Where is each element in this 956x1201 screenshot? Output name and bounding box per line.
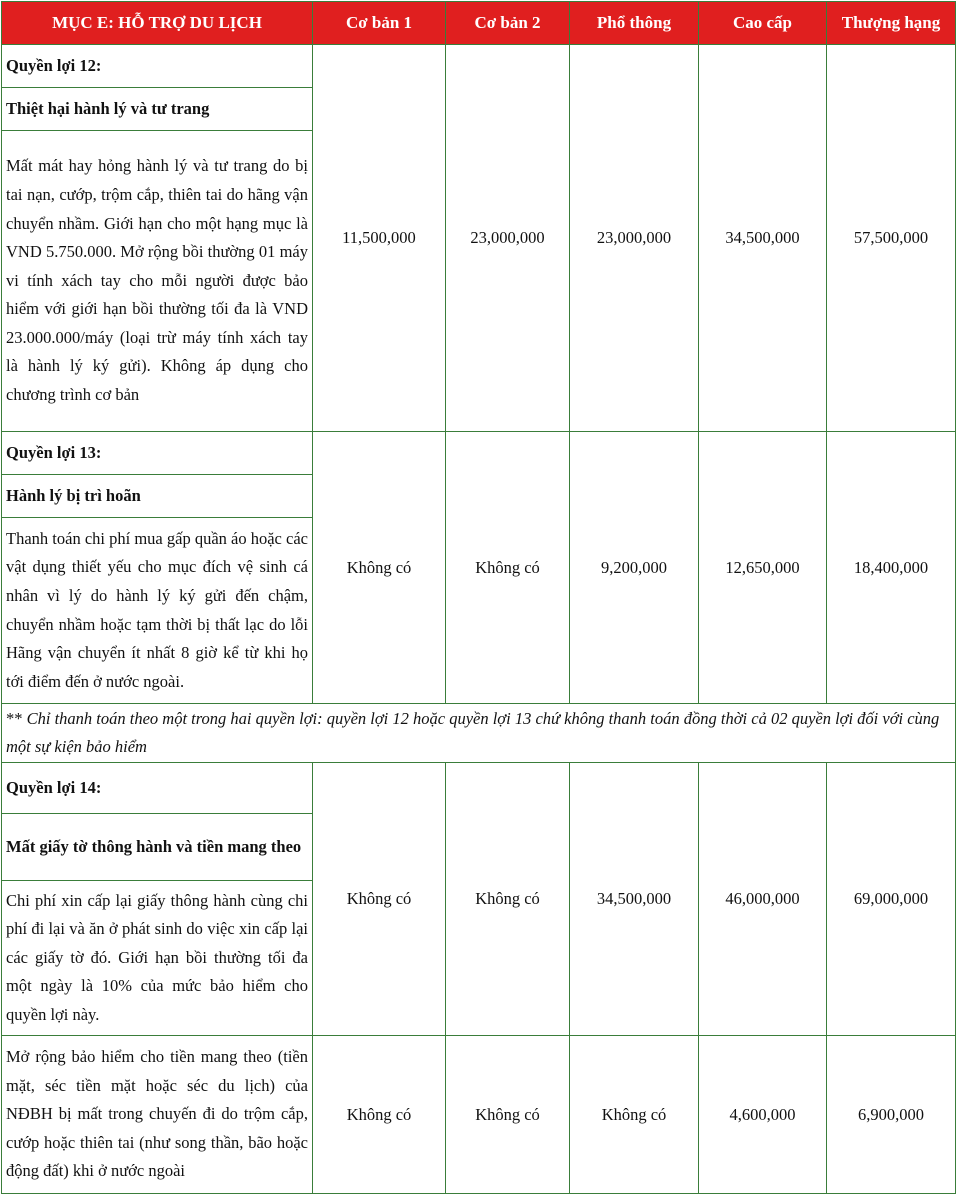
benefit-12-value-elite: 57,500,000 (827, 45, 956, 432)
benefit-14-extension-value-elite: 6,900,000 (827, 1036, 956, 1194)
benefit-14-extension-value-basic-2: Không có (446, 1036, 570, 1194)
plan-header-standard: Phổ thông (570, 2, 699, 45)
benefit-14-value-basic-2: Không có (446, 763, 570, 1036)
benefit-14-value-standard: 34,500,000 (570, 763, 699, 1036)
benefit-14-value-elite: 69,000,000 (827, 763, 956, 1036)
benefit-14-number-row (2, 763, 956, 814)
benefit-14-description: Chi phí xin cấp lại giấy thông hành cùng chi phí đi lại và ăn ở phát sinh do việc xin cấp lại các giấy tờ đó. Giới hạn bồi thường tối đa một ngày là 10% của mức bảo hiểm cho quyền lợi này. (2, 881, 313, 1036)
exclusivity-note (2, 704, 956, 763)
section-title: MỤC E: HỖ TRỢ DU LỊCH (2, 2, 313, 45)
benefit-13-value-elite: 18,400,000 (827, 432, 956, 704)
note-text: Chỉ thanh toán theo một trong hai quyền lợi: quyền lợi 12 hoặc quyền lợi 13 chứ không thanh toán đồng thời cả 02 quyền lợi đối với cùng một sự kiện bảo hiểm (6, 708, 940, 756)
benefit-14-extension-value-standard: Không có (570, 1036, 699, 1194)
benefit-14-extension-value-premium: 4,600,000 (699, 1036, 827, 1194)
benefit-13-value-premium: 12,650,000 (699, 432, 827, 704)
plan-header-elite: Thượng hạng (827, 2, 956, 45)
benefit-13-number-row (2, 432, 956, 475)
benefit-14-title: Mất giấy tờ thông hành và tiền mang theo (2, 814, 313, 881)
benefit-13-value-basic-2: Không có (446, 432, 570, 704)
benefit-14-extension-row (2, 1036, 956, 1194)
benefit-13-description: Thanh toán chi phí mua gấp quần áo hoặc các vật dụng thiết yếu cho mục đích vệ sinh cá nhân vì lý do hành lý ký gửi đến chậm, chuyển nhầm hoặc tạm thời bị thất lạc do lỗi Hãng vận chuyển ít nhất 8 giờ kể từ khi họ tới điểm đến ở nước ngoài. (2, 518, 313, 704)
benefit-14-extension-value-basic-1: Không có (313, 1036, 446, 1194)
benefit-12-description: Mất mát hay hỏng hành lý và tư trang do bị tai nạn, cướp, trộm cắp, thiên tai do hãng vận chuyển nhầm. Giới hạn cho một hạng mục là VND 5.750.000. Mở rộng bồi thường 01 máy vi tính xách tay cho mỗi người được bảo hiểm với giới hạn bồi thường tối đa là VND 23.000.000/máy (loại trừ máy tính xách tay là hành lý ký gửi). Không áp dụng cho chương trình cơ bản (2, 131, 313, 432)
benefit-12-value-premium: 34,500,000 (699, 45, 827, 432)
benefit-12-title: Thiệt hại hành lý và tư trang (2, 88, 313, 131)
benefit-13-number: Quyền lợi 13: (2, 432, 313, 475)
benefit-12-value-basic-1: 11,500,000 (313, 45, 446, 432)
note-prefix: ** (6, 708, 23, 728)
benefit-12-number: Quyền lợi 12: (2, 45, 313, 88)
benefit-12-value-basic-2: 23,000,000 (446, 45, 570, 432)
note-row (2, 704, 956, 763)
plan-header-basic-2: Cơ bản 2 (446, 2, 570, 45)
benefit-13-value-standard: 9,200,000 (570, 432, 699, 704)
benefit-14-value-premium: 46,000,000 (699, 763, 827, 1036)
benefit-12-value-standard: 23,000,000 (570, 45, 699, 432)
plan-header-premium: Cao cấp (699, 2, 827, 45)
benefit-14-number: Quyền lợi 14: (2, 763, 313, 814)
benefit-14-extension-description: Mở rộng bảo hiểm cho tiền mang theo (tiền mặt, séc tiền mặt hoặc séc du lịch) của NĐBH bị mất trong chuyến đi do trộm cắp, cướp hoặc thiên tai (như song thần, bão hoặc động đất) khi ở nước ngoài (2, 1036, 313, 1194)
benefit-12-number-row (2, 45, 956, 88)
benefit-13-title: Hành lý bị trì hoãn (2, 475, 313, 518)
benefit-14-value-basic-1: Không có (313, 763, 446, 1036)
travel-support-benefits-table (1, 1, 956, 1194)
benefit-13-value-basic-1: Không có (313, 432, 446, 704)
header-row (2, 2, 956, 45)
plan-header-basic-1: Cơ bản 1 (313, 2, 446, 45)
